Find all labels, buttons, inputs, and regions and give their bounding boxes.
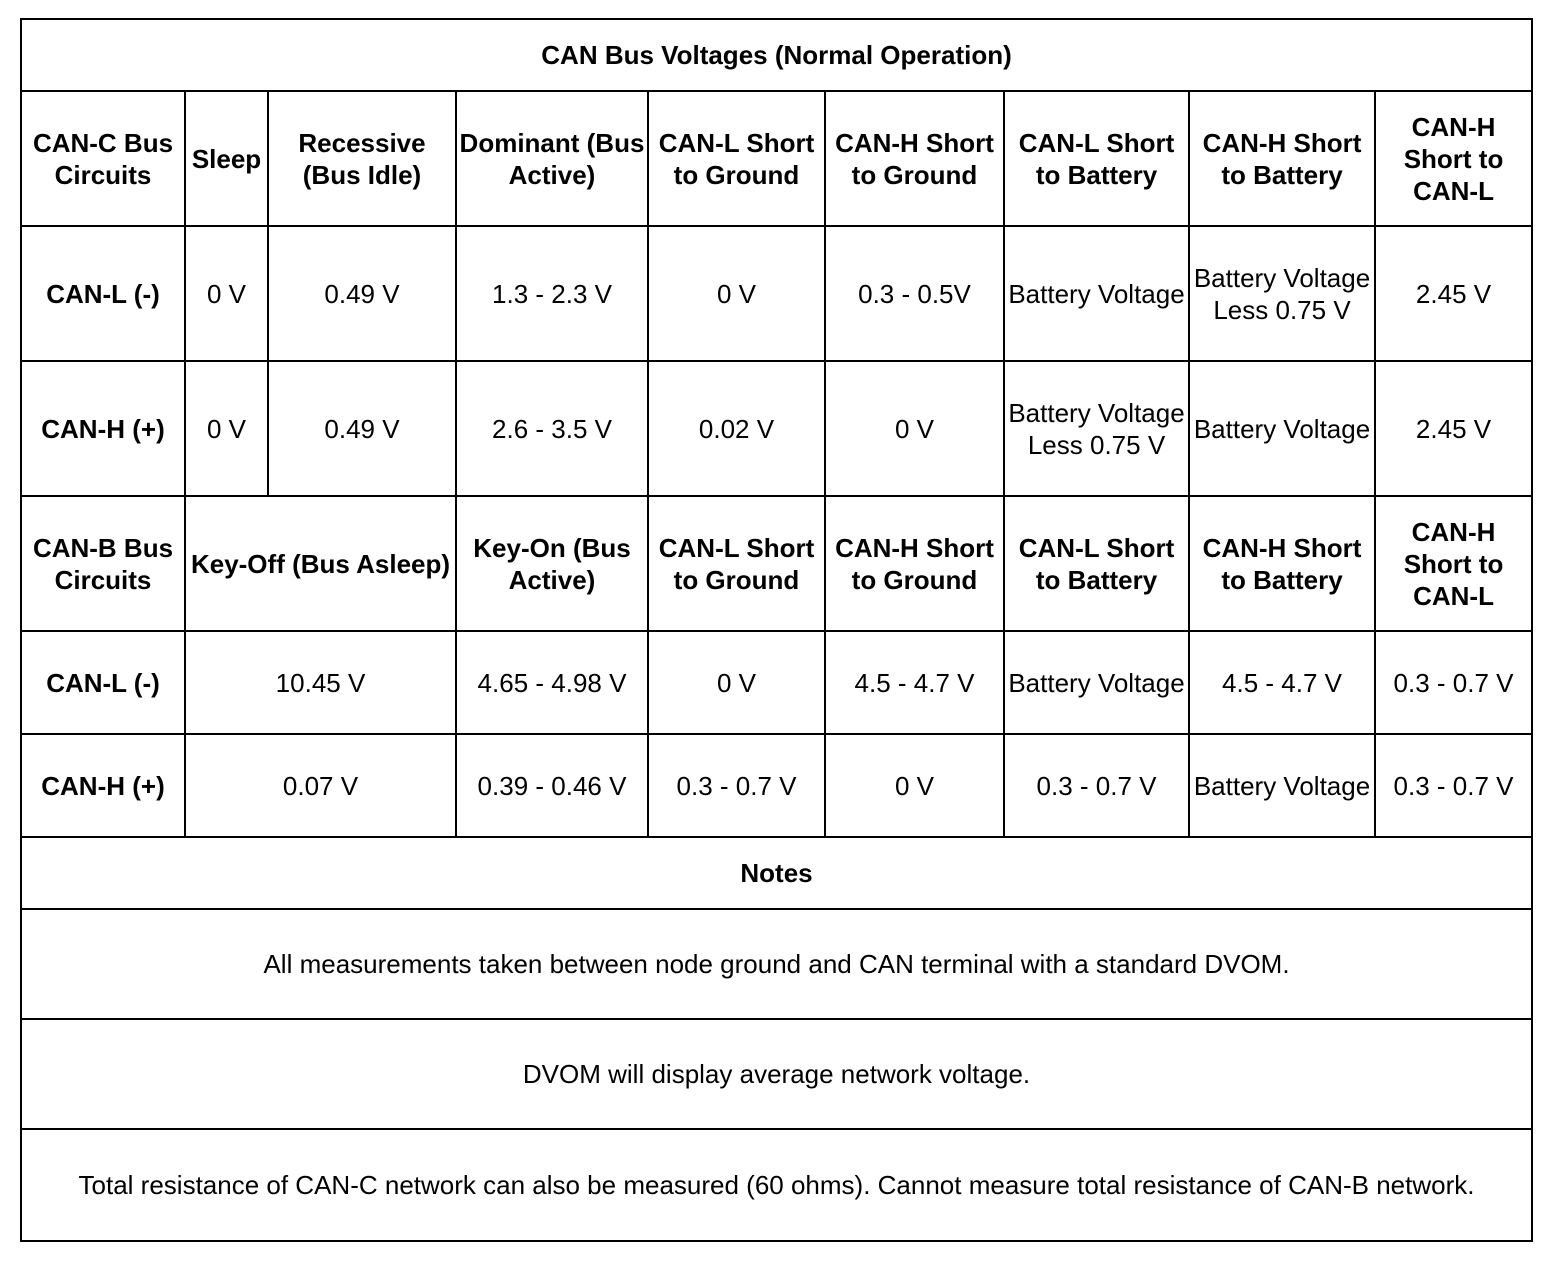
- note-item: All measurements taken between node ground and CAN terminal with a standard DVOM.: [21, 909, 1532, 1019]
- row-label: CAN-L (-): [21, 631, 185, 734]
- can-c-header-canh-short-battery: CAN-H Short to Battery: [1189, 91, 1375, 226]
- can-c-header-recessive: Recessive (Bus Idle): [268, 91, 456, 226]
- table-cell: 1.3 - 2.3 V: [456, 226, 648, 361]
- table-cell: 2.45 V: [1375, 361, 1532, 496]
- table-cell: 2.6 - 3.5 V: [456, 361, 648, 496]
- table-cell: 0 V: [825, 734, 1004, 837]
- can-b-header-canh-short-battery: CAN-H Short to Battery: [1189, 496, 1375, 631]
- can-c-header-dominant: Dominant (Bus Active): [456, 91, 648, 226]
- can-c-header-canl-short-battery: CAN-L Short to Battery: [1004, 91, 1189, 226]
- can-c-header-canl-short-ground: CAN-L Short to Ground: [648, 91, 825, 226]
- table-cell: 0.3 - 0.7 V: [1375, 734, 1532, 837]
- table-cell: Battery Voltage Less 0.75 V: [1004, 361, 1189, 496]
- table-cell: Battery Voltage: [1189, 734, 1375, 837]
- table-row: [21, 226, 1532, 361]
- notes-heading: Notes: [21, 837, 1532, 909]
- table-cell: 0 V: [648, 226, 825, 361]
- row-label: CAN-H (+): [21, 361, 185, 496]
- can-b-header-canl-short-ground: CAN-L Short to Ground: [648, 496, 825, 631]
- note-item: Total resistance of CAN-C network can also be measured (60 ohms). Cannot measure total resistance of CAN-B network.: [21, 1129, 1532, 1241]
- table-cell: 0.02 V: [648, 361, 825, 496]
- table-cell: 0 V: [648, 631, 825, 734]
- table-cell: 4.65 - 4.98 V: [456, 631, 648, 734]
- table-cell: 10.45 V: [185, 631, 456, 734]
- table-cell: 0.07 V: [185, 734, 456, 837]
- table-cell: 0.3 - 0.7 V: [1004, 734, 1189, 837]
- can-b-header-key-on: Key-On (Bus Active): [456, 496, 648, 631]
- table-cell: 0.49 V: [268, 361, 456, 496]
- table-cell: 0.49 V: [268, 226, 456, 361]
- can-c-header-circuits: CAN-C Bus Circuits: [21, 91, 185, 226]
- table-row: [21, 631, 1532, 734]
- can-b-header-canh-short-ground: CAN-H Short to Ground: [825, 496, 1004, 631]
- table-cell: 2.45 V: [1375, 226, 1532, 361]
- row-label: CAN-H (+): [21, 734, 185, 837]
- can-b-header-canh-short-canl: CAN-H Short to CAN-L: [1375, 496, 1532, 631]
- can-c-header-sleep: Sleep: [185, 91, 268, 226]
- table-cell: Battery Voltage: [1189, 361, 1375, 496]
- can-b-header-circuits: CAN-B Bus Circuits: [21, 496, 185, 631]
- table-title: CAN Bus Voltages (Normal Operation): [21, 19, 1532, 91]
- can-b-header-key-off: Key-Off (Bus Asleep): [185, 496, 456, 631]
- note-item: DVOM will display average network voltage.: [21, 1019, 1532, 1129]
- can-c-header-canh-short-canl: CAN-H Short to CAN-L: [1375, 91, 1532, 226]
- can-c-header-row: [21, 91, 1532, 226]
- can-b-header-row: [21, 496, 1532, 631]
- table-row: [21, 361, 1532, 496]
- table-cell: 0 V: [185, 226, 268, 361]
- table-cell: Battery Voltage Less 0.75 V: [1189, 226, 1375, 361]
- table-cell: 0.3 - 0.7 V: [648, 734, 825, 837]
- can-b-header-canl-short-battery: CAN-L Short to Battery: [1004, 496, 1189, 631]
- can-c-header-canh-short-ground: CAN-H Short to Ground: [825, 91, 1004, 226]
- table-cell: Battery Voltage: [1004, 631, 1189, 734]
- table-cell: 0 V: [825, 361, 1004, 496]
- can-bus-voltage-table: [20, 18, 1533, 1242]
- table-cell: Battery Voltage: [1004, 226, 1189, 361]
- table-cell: 0.3 - 0.5V: [825, 226, 1004, 361]
- table-cell: 4.5 - 4.7 V: [1189, 631, 1375, 734]
- table-cell: 0.3 - 0.7 V: [1375, 631, 1532, 734]
- table-cell: 4.5 - 4.7 V: [825, 631, 1004, 734]
- table-cell: 0 V: [185, 361, 268, 496]
- row-label: CAN-L (-): [21, 226, 185, 361]
- table-cell: 0.39 - 0.46 V: [456, 734, 648, 837]
- table-row: [21, 734, 1532, 837]
